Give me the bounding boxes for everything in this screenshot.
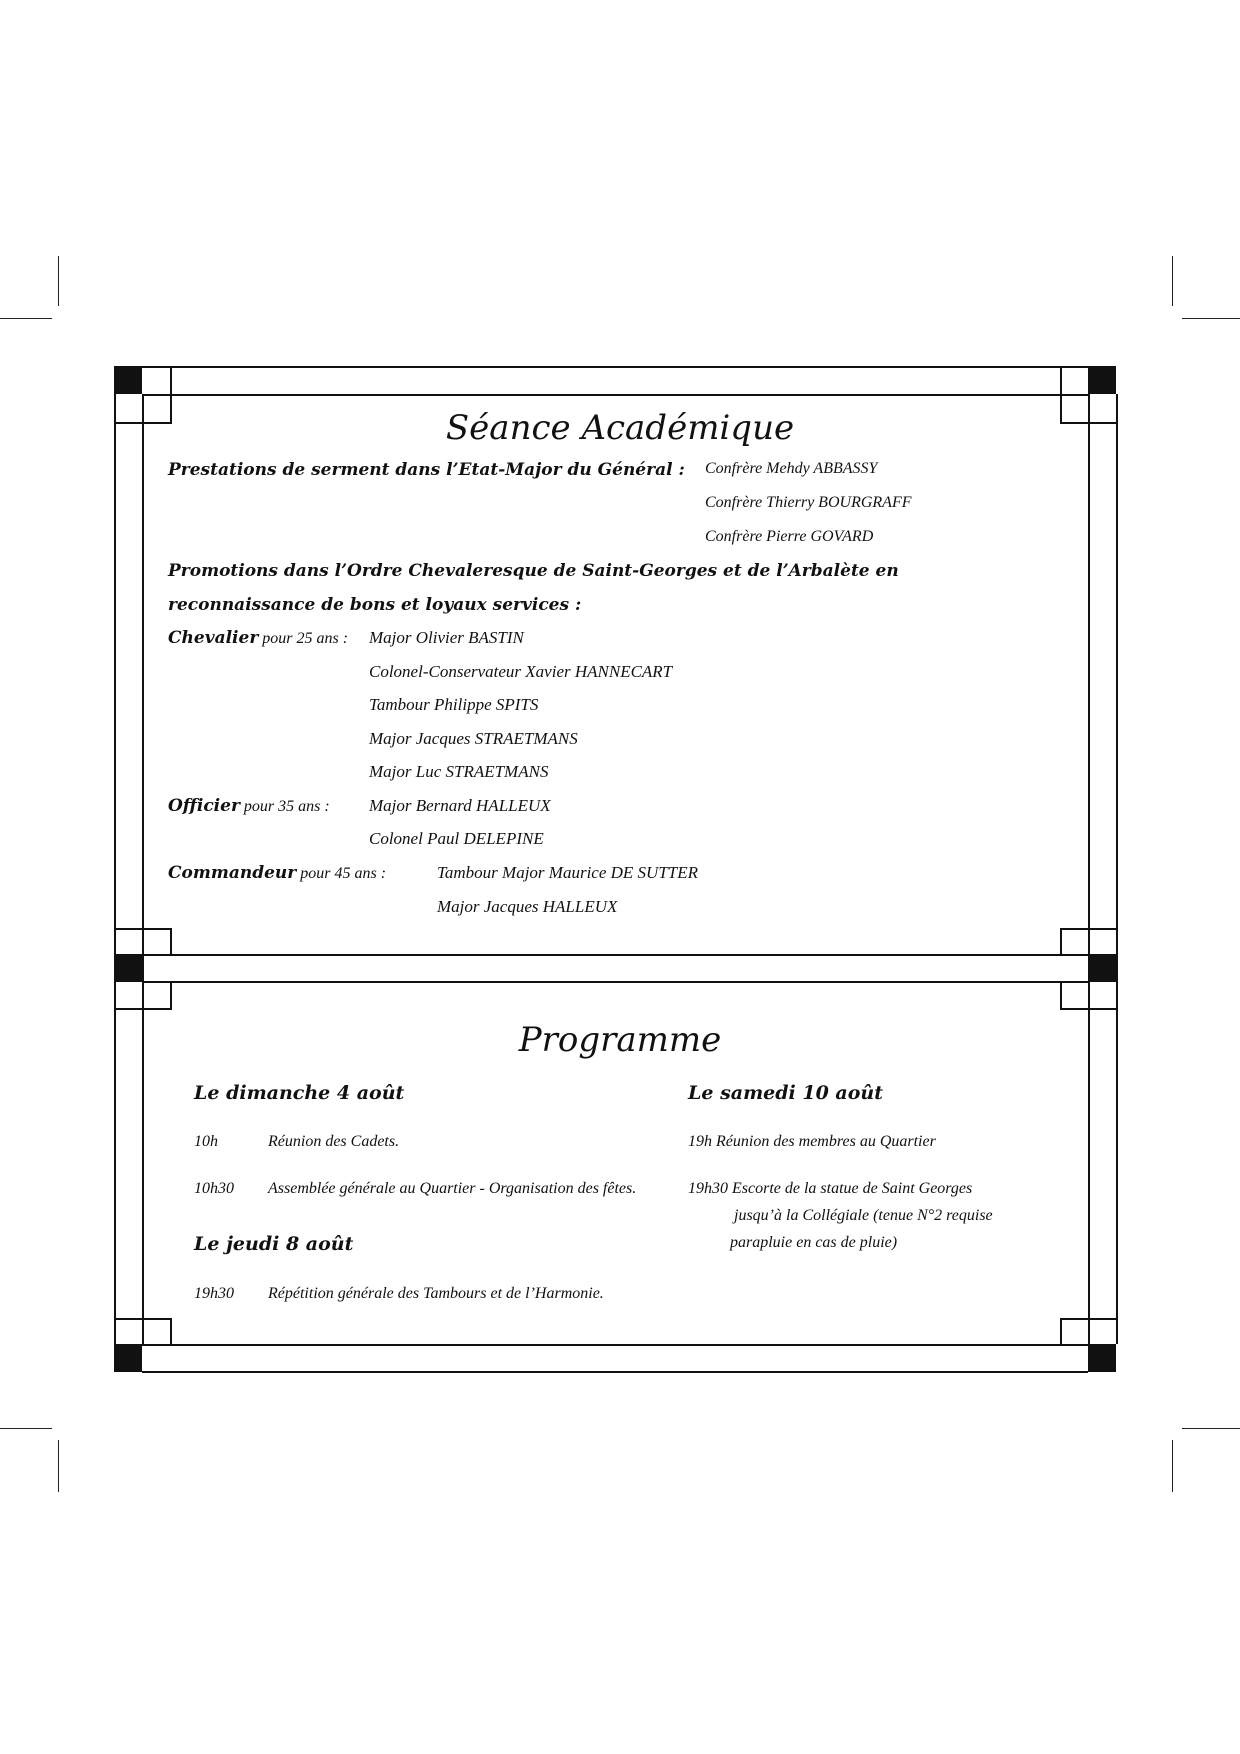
crop-mark (1172, 1440, 1173, 1492)
promotions-line: Promotions dans l’Ordre Chevaleresque de Saint-Georges et de l’Arbalète en (168, 561, 899, 581)
crop-mark (1182, 1428, 1240, 1429)
event-time: 19h30 (194, 1285, 234, 1302)
seance-title: Séance Académique (445, 408, 795, 448)
day-heading: Le jeudi 8 août (194, 1233, 354, 1255)
event-text: 19h30 Escorte de la statue de Saint Georges (688, 1180, 973, 1197)
promotion-name: Major Luc STRAETMANS (369, 762, 549, 781)
promotion-name: Major Jacques STRAETMANS (369, 729, 578, 748)
serment-name: Confrère Pierre GOVARD (705, 528, 874, 545)
rank-chevalier (168, 628, 348, 648)
event-text: parapluie en cas de pluie) (730, 1234, 898, 1251)
frame-corner (114, 1344, 142, 1372)
rank-commandeur (168, 863, 386, 883)
event-text: Répétition générale des Tambours et de l’Harmonie. (268, 1285, 604, 1302)
serment-label: Prestations de serment dans l’Etat-Major du Général : (168, 460, 685, 480)
rank-label: Officier (168, 796, 240, 816)
rank-detail: pour 25 ans : (262, 630, 349, 647)
crop-mark (0, 1428, 52, 1429)
crop-mark (58, 1440, 59, 1492)
frame-corner (114, 366, 142, 394)
frame-corner (1088, 366, 1116, 394)
event-text: Réunion des Cadets. (268, 1133, 400, 1150)
frame-corner (114, 954, 142, 982)
frame-corner (1088, 954, 1116, 982)
event-text: Assemblée générale au Quartier - Organisation des fêtes. (268, 1180, 637, 1197)
event-time: 10h (194, 1133, 218, 1150)
promotion-name: Major Olivier BASTIN (369, 628, 524, 647)
day-heading: Le dimanche 4 août (194, 1082, 405, 1104)
crop-mark (0, 318, 52, 319)
event-text: 19h Réunion des membres au Quartier (688, 1133, 936, 1150)
promotion-name: Major Bernard HALLEUX (369, 796, 551, 815)
promotion-name: Colonel-Conservateur Xavier HANNECART (369, 662, 673, 681)
promotions-line: reconnaissance de bons et loyaux services : (168, 595, 582, 615)
crop-mark (1182, 318, 1240, 319)
event-time: 10h30 (194, 1180, 234, 1197)
crop-mark (58, 256, 59, 306)
serment-name: Confrère Mehdy ABBASSY (705, 460, 878, 477)
promotion-name: Tambour Major Maurice DE SUTTER (437, 863, 698, 882)
promotion-name: Tambour Philippe SPITS (369, 695, 539, 714)
promotion-name: Major Jacques HALLEUX (437, 897, 618, 916)
frame-corner (1088, 1344, 1116, 1372)
rank-label: Commandeur (168, 863, 297, 883)
serment-name: Confrère Thierry BOURGRAFF (705, 494, 912, 511)
event-text: jusqu’à la Collégiale (tenue N°2 requise (734, 1207, 993, 1224)
rank-detail: pour 35 ans : (243, 798, 330, 815)
day-heading: Le samedi 10 août (688, 1082, 884, 1104)
crop-mark (1172, 256, 1173, 306)
programme-title: Programme (518, 1020, 722, 1060)
rank-detail: pour 45 ans : (300, 865, 387, 882)
rank-label: Chevalier (168, 628, 259, 648)
promotion-name: Colonel Paul DELEPINE (369, 829, 544, 848)
rank-officier (168, 796, 330, 816)
